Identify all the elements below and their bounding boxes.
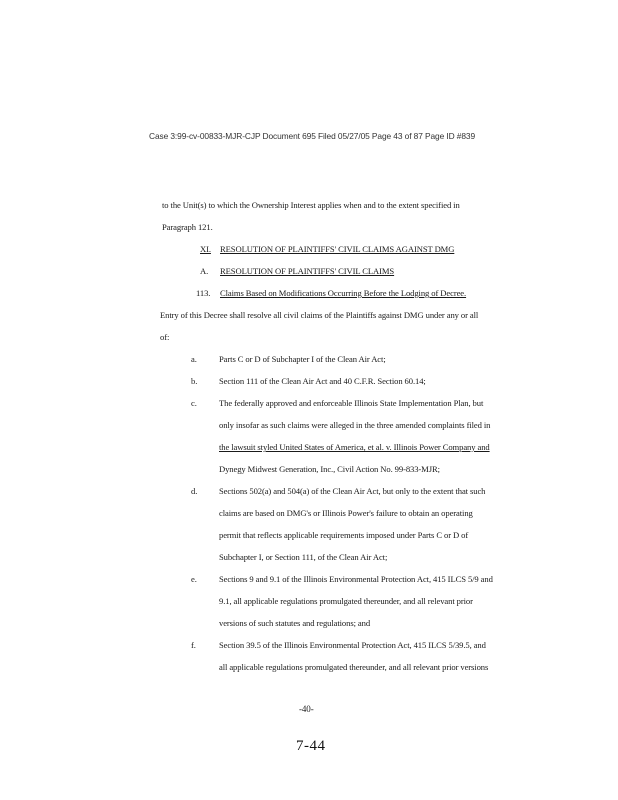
list-item-text: permit that reflects applicable requirements imposed under Parts C or D of	[219, 530, 469, 540]
paragraph-title: Claims Based on Modifications Occurring Before the Lodging of Decree.	[220, 288, 467, 298]
section-number: XI.	[200, 244, 211, 254]
list-item-text: Section 111 of the Clean Air Act and 40 C.F.R. Section 60.14;	[219, 376, 426, 386]
footer-label: 7-44	[296, 738, 326, 754]
list-item-text: the lawsuit styled United States of America, et al. v. Illinois Power Company and	[219, 442, 490, 452]
paragraph-number: 113.	[196, 288, 211, 298]
subsection-number: A.	[200, 266, 209, 276]
list-item-label: c.	[191, 398, 197, 408]
continuation-line: Paragraph 121.	[162, 222, 213, 232]
list-item-label: f.	[191, 640, 196, 650]
page-number: -40-	[299, 704, 314, 714]
list-item-label: d.	[191, 486, 198, 496]
list-item-text: claims are based on DMG's or Illinois Power's failure to obtain an operating	[219, 508, 473, 518]
list-item-label: a.	[191, 354, 197, 364]
paragraph-intro: Entry of this Decree shall resolve all civil claims of the Plaintiffs against DMG under any or all	[160, 310, 479, 320]
list-item-text: 9.1, all applicable regulations promulgated thereunder, and all relevant prior	[219, 596, 473, 606]
list-item-text: Section 39.5 of the Illinois Environmental Protection Act, 415 ILCS 5/39.5, and	[219, 640, 486, 650]
paragraph-intro: of:	[160, 332, 170, 342]
list-item-text: Parts C or D of Subchapter I of the Clean Air Act;	[219, 354, 386, 364]
list-item-label: b.	[191, 376, 198, 386]
list-item-text: Subchapter I, or Section 111, of the Clean Air Act;	[219, 552, 388, 562]
list-item-text: Sections 502(a) and 504(a) of the Clean Air Act, but only to the extent that such	[219, 486, 486, 496]
list-item-text: all applicable regulations promulgated thereunder, and all relevant prior versions	[219, 662, 489, 672]
list-item-text: The federally approved and enforceable Illinois State Implementation Plan, but	[219, 398, 484, 408]
list-item-text: only insofar as such claims were alleged in the three amended complaints filed in	[219, 420, 491, 430]
section-title: RESOLUTION OF PLAINTIFFS' CIVIL CLAIMS AGAINST DMG	[220, 244, 455, 254]
continuation-line: to the Unit(s) to which the Ownership Interest applies when and to the extent specified in	[162, 200, 460, 210]
case-header: Case 3:99-cv-00833-MJR-CJP Document 695 Filed 05/27/05 Page 43 of 87 Page ID #839	[149, 131, 476, 141]
list-item-label: e.	[191, 574, 197, 584]
subsection-title: RESOLUTION OF PLAINTIFFS' CIVIL CLAIMS	[220, 266, 395, 276]
list-item-text: Sections 9 and 9.1 of the Illinois Environmental Protection Act, 415 ILCS 5/9 and	[219, 574, 493, 584]
list-item-text: versions of such statutes and regulations; and	[219, 618, 371, 628]
list-item-text: Dynegy Midwest Generation, Inc., Civil Action No. 99-833-MJR;	[219, 464, 440, 474]
